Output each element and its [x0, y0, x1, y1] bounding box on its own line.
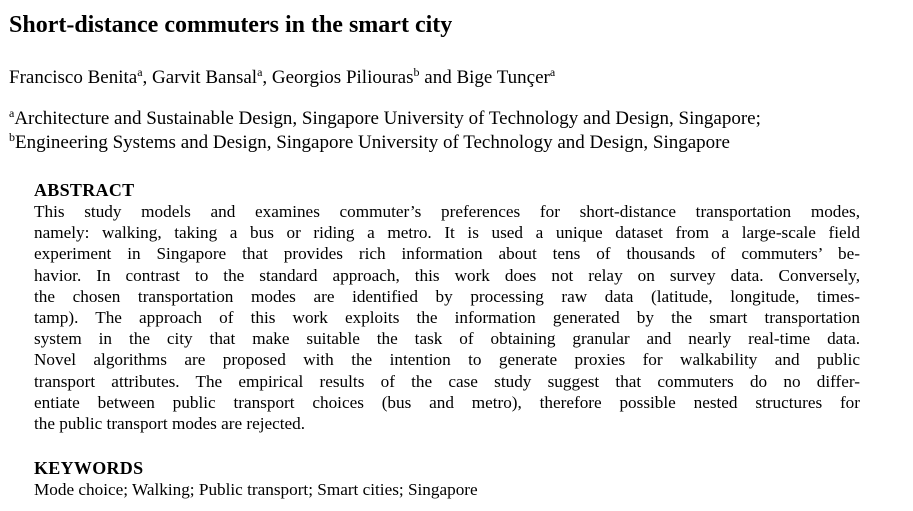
- abstract-body: [34, 201, 860, 434]
- affiliation-b: [9, 131, 730, 155]
- affiliation-a: [9, 107, 761, 131]
- author-list: [9, 66, 555, 90]
- abstract-line: tamp). The approach of this work exploits the information generated by the smart transportation: [34, 308, 860, 328]
- abstract-line: entiate between public transport choices (bus and metro), therefore possible nested structures for: [34, 392, 860, 412]
- paper-title: Short-distance commuters in the smart city: [9, 12, 453, 38]
- affiliation-text: Engineering Systems and Design, Singapore University of Technology and Design, Singapore: [15, 132, 730, 153]
- keywords-text: Mode choice; Walking; Public transport; Smart cities; Singapore: [34, 480, 478, 499]
- author-affiliation-mark: b: [413, 65, 420, 79]
- affiliation-mark: a: [9, 106, 15, 120]
- author-name: Francisco Benita: [9, 67, 138, 88]
- author-affiliation-mark: a: [257, 65, 263, 79]
- abstract-line: the public transport modes are rejected.: [34, 414, 306, 434]
- affiliation-mark: b: [9, 130, 15, 144]
- abstract-line: This study models and examines commuter’s preferences for short-distance transportation modes,: [34, 202, 860, 221]
- author-name: Georgios Piliouras: [271, 67, 414, 88]
- author-affiliation-mark: a: [549, 65, 556, 79]
- abstract-line: system in the city that make suitable the task of obtaining granular and nearly real-time data.: [34, 329, 860, 349]
- abstract-line: havior. In contrast to the standard approach, this work does not relay on survey data. Conversely,: [34, 265, 860, 285]
- author-affiliation-mark: a: [137, 65, 143, 79]
- keywords-section: [34, 457, 478, 501]
- abstract-section: [34, 179, 860, 434]
- author-name: Bige Tunçer: [456, 67, 550, 88]
- affiliation-text: Architecture and Sustainable Design, Singapore University of Technology and Design, Singapore;: [14, 108, 761, 129]
- abstract-line: the chosen transportation modes are identified by processing raw data (latitude, longitude, times-: [34, 286, 860, 306]
- abstract-line: experiment in Singapore that provides rich information about tens of thousands of commuters’ be-: [34, 244, 860, 264]
- author-separator: ,: [262, 67, 272, 88]
- abstract-line: transport attributes. The empirical results of the case study suggest that commuters do no differ-: [34, 371, 860, 391]
- author-separator: ,: [142, 67, 153, 88]
- keywords-heading: KEYWORDS: [34, 458, 144, 478]
- author-separator: and: [419, 67, 457, 88]
- abstract-line: Novel algorithms are proposed with the intention to generate proxies for walkability and public: [34, 350, 860, 370]
- abstract-heading: ABSTRACT: [34, 180, 135, 200]
- author-name: Garvit Bansal: [152, 67, 258, 88]
- abstract-line: namely: walking, taking a bus or riding a metro. It is used a unique dataset from a large-scale field: [34, 223, 860, 243]
